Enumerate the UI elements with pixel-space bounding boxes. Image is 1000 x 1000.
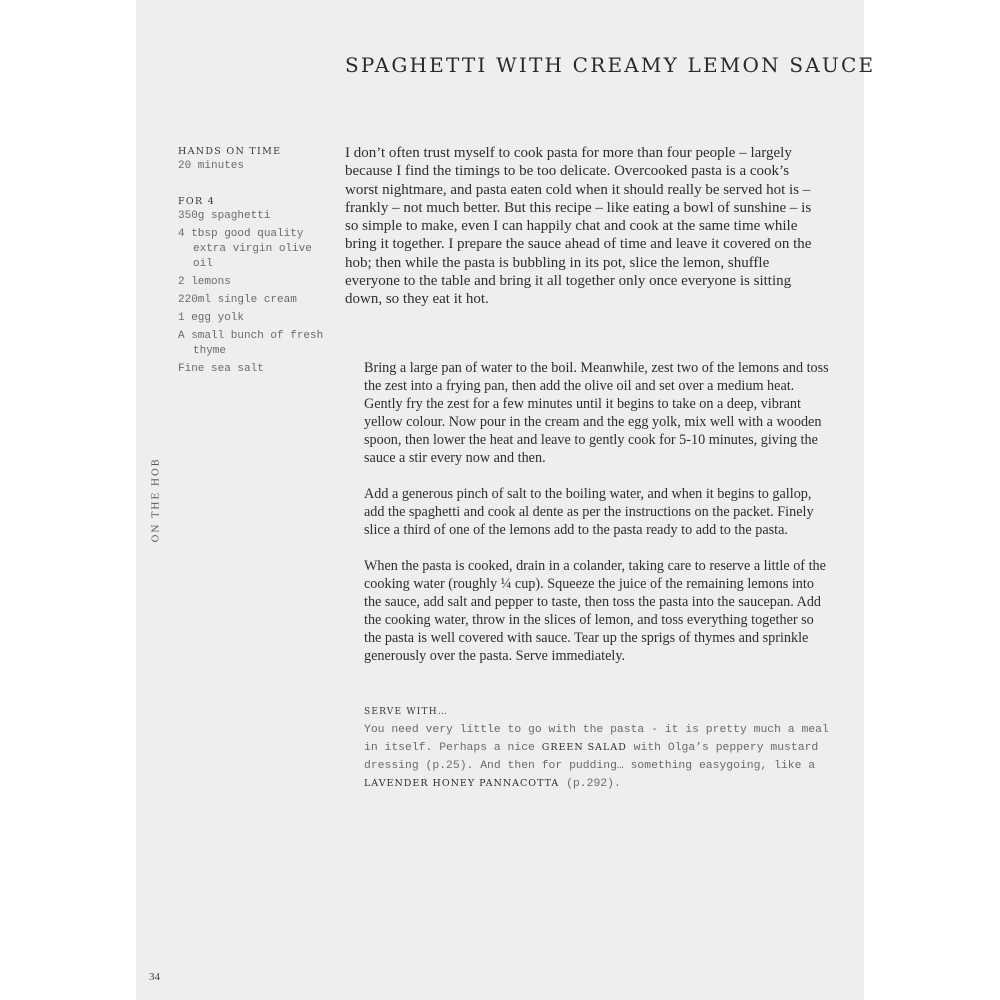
serves-heading: FOR 4 <box>178 196 216 207</box>
serve-with-text-part: You need very little to go with the pasta - it is pretty much a meal in itself. Perhaps a nice <box>364 724 829 754</box>
method-step: When the pasta is cooked, drain in a colander, taking care to reserve a little of the cooking water (roughly ¼ cup). Squeeze the juice of the remaining lemons into the sauce, add salt and pepper to taste, then toss the pasta into the saucepan. Add the cooking water, throw in the slices of lemon, and toss everything together so the pasta is well covered with sauce. Tear up the sprigs of thymes and sprinkle generously over the pasta. Serve immediately. <box>364 558 826 664</box>
page-number: 34 <box>149 971 160 983</box>
ingredient-item: 220ml single cream <box>178 294 297 306</box>
hands-on-time-heading: HANDS ON TIME <box>178 146 282 157</box>
cross-reference-green-salad: GREEN SALAD <box>541 742 627 753</box>
ingredient-item: 1 egg yolk <box>178 312 245 324</box>
serve-with-text <box>364 721 834 793</box>
cross-reference-pannacotta: LAVENDER HONEY PANNACOTTA <box>364 778 560 789</box>
ingredient-item: Fine sea salt <box>178 363 264 375</box>
ingredient-item: 4 tbsp good quality extra virgin olive oil <box>178 228 312 270</box>
ingredient-item: A small bunch of fresh thyme <box>178 330 324 357</box>
recipe-method <box>364 359 829 683</box>
ingredient-item: 2 lemons <box>178 276 231 288</box>
recipe-sidebar <box>178 145 338 380</box>
serve-with-text-part: with Olga’s peppery mustard dressing (p.25). And then for pudding… something easygoing, like a <box>364 742 819 772</box>
ingredient-item: 350g spaghetti <box>178 210 271 222</box>
hands-on-time-value: 20 minutes <box>178 160 245 172</box>
cookbook-page <box>136 0 876 1000</box>
recipe-title: SPAGHETTI WITH CREAMY LEMON SAUCE <box>345 53 876 78</box>
recipe-intro: I don’t often trust myself to cook pasta for more than four people – largely because I find the timings to be too delicate. Overcooked pasta is a cook’s worst nightmare, and pasta eaten cold when it should really be served hot is – frankly – not much better. But this recipe – like eating a bowl of sunshine – is so simple to make, even I can happily chat and cook at the same time while bring it together. I prepare the sauce ahead of time and leave it covered on the hob; then while the pasta is bubbling in its pot, slice the lemon, shuffle everyone to the table and bring it all together only once everyone is sitting down, so they eat it hot. <box>345 145 812 308</box>
serve-with-heading: SERVE WITH… <box>364 707 448 717</box>
method-step: Bring a large pan of water to the boil. Meanwhile, zest two of the lemons and toss the zest into a frying pan, then add the olive oil and set over a medium heat. Gently fry the zest for a few minutes until it begins to take on a deep, vibrant yellow colour. Now pour in the cream and the egg yolk, mix well with a wooden spoon, then lower the heat and leave to gently cook for 5-10 minutes, giving the sauce a stir every now and then. <box>364 360 829 466</box>
section-label: ON THE HOB <box>150 457 162 543</box>
sidebar-spacer <box>178 177 338 195</box>
method-step: Add a generous pinch of salt to the boiling water, and when it begins to gallop, add the spaghetti and cook al dente as per the instructions on the packet. Finely slice a third of one of the lemons add to the pasta ready to add to the pasta. <box>364 486 814 538</box>
serve-with-section <box>364 706 834 793</box>
serve-with-text-part: (p.292). <box>559 778 621 790</box>
ingredient-list <box>178 209 338 377</box>
